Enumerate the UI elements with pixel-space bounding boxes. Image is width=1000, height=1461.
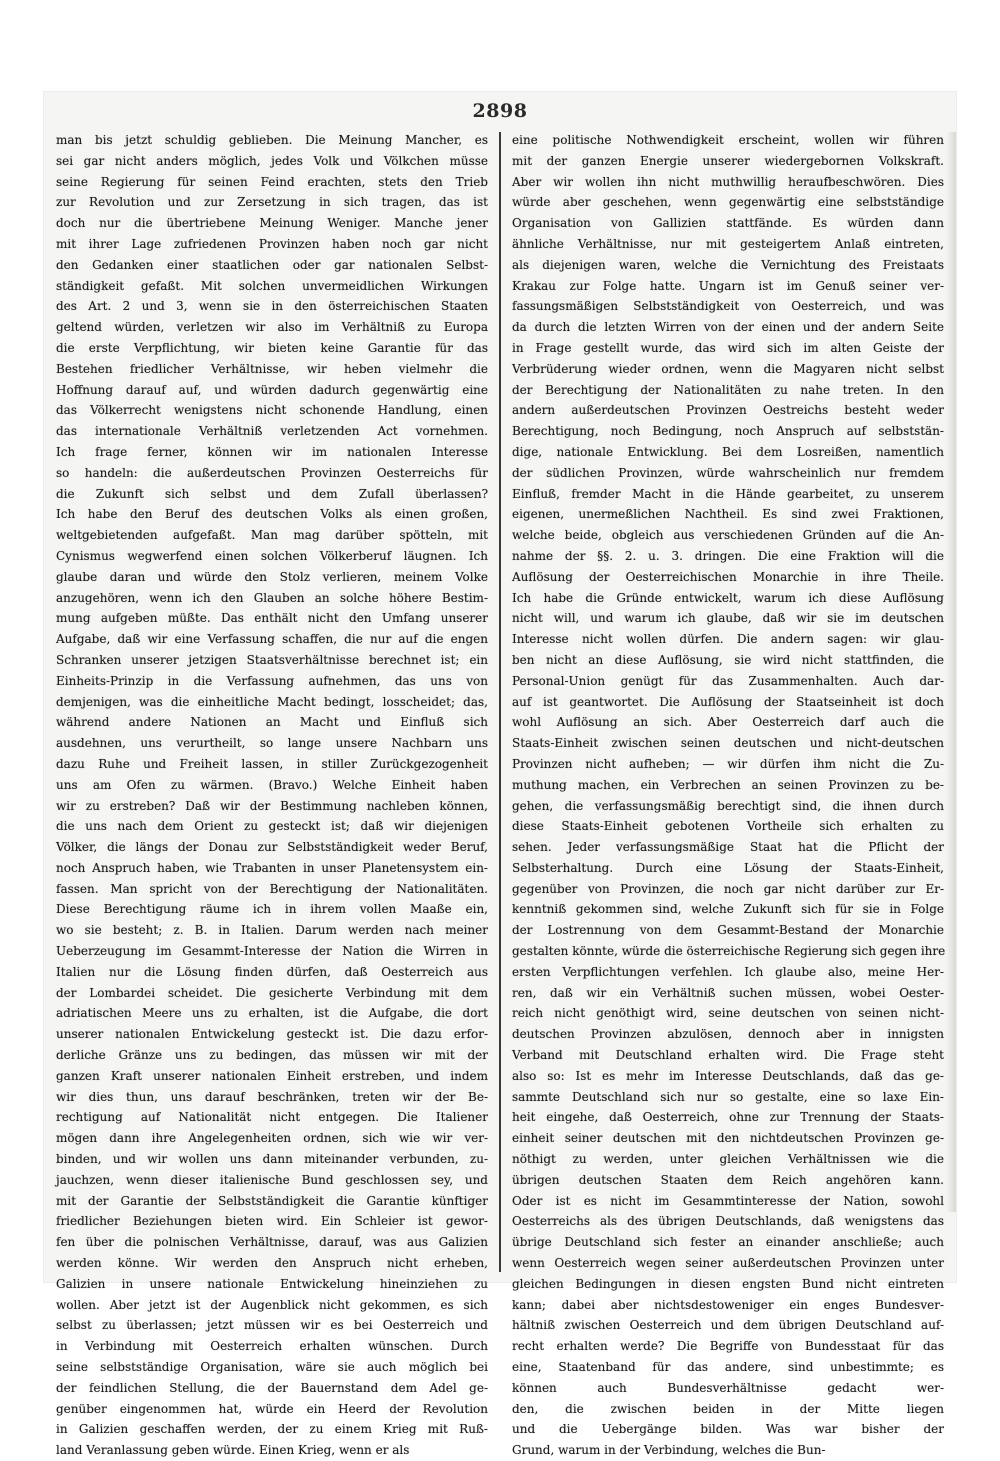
text-line: fassungsmäßigen Selbstständigkeit von Oesterreich, und was [512, 299, 944, 314]
text-line: mit der Garantie der Selbstständigkeit die Garantie künftiger [56, 1193, 488, 1208]
text-line: noch Anspruch haben, wie Trabanten in unser Planetensystem ein- [56, 860, 488, 875]
text-line: einheit seiner deutschen mit den nichtdeutschen Provinzen ge- [512, 1131, 944, 1146]
text-line: Auflösung der Oesterreichischen Monarchie in ihre Theile. [512, 569, 944, 584]
text-line: Einfluß, fremder Macht in die Hände gearbeitet, zu unserem [512, 486, 944, 501]
text-line: Einheits-Prinzip in die Verfassung aufnehmen, das uns von [56, 673, 488, 688]
text-line: Staats-Einheit zwischen seinen deutschen und nicht-deutschen [512, 736, 944, 751]
text-line: gegenüber von Provinzen, die noch gar nicht darüber zur Er- [512, 881, 944, 896]
text-line: Völker, die längs der Donau zur Selbstständigkeit weder Beruf, [56, 840, 488, 855]
text-line: Personal-Union genügt für das Zusammenhalten. Auch dar- [512, 673, 944, 688]
text-line: wir dies thun, uns darauf beschränken, treten wir der Be- [56, 1089, 488, 1104]
text-line: nicht will, und warum ich glaube, daß wir sie im deutschen [512, 611, 944, 626]
text-line: Organisation von Gallizien stattfände. Es würden dann [512, 216, 944, 231]
text-line: Selbsterhaltung. Durch eine Lösung der Staats-Einheit, [512, 860, 944, 875]
text-line: deutschen Provinzen abzulösen, dennoch aber in innigsten [512, 1027, 944, 1042]
text-line: ersten Verpflichtungen verfehlen. Ich glaube also, meine Her- [512, 964, 944, 979]
text-line: uns am Ofen zu wärmen. (Bravo.) Welche Einheit haben [56, 777, 488, 792]
text-line: Aber wir wollen ihn nicht muthwillig heraufbeschwören. Dies [512, 174, 944, 189]
text-line: das Völkerrecht wenigstens nicht schonende Handlung, einen [56, 403, 488, 418]
text-line: kann; dabei aber nichtsdestoweniger ein enges Bundesver- [512, 1297, 944, 1312]
text-line: den Gedanken einer staatlichen oder gar nationalen Selbst- [56, 257, 488, 272]
text-line: wohl Auflösung an sich. Aber Oesterreich darf auch die [512, 715, 944, 730]
text-line: jauchzen, wenn dieser italienische Bund geschlossen sey, und [56, 1172, 488, 1187]
text-line: glaube daran und würde den Stolz verlieren, meinem Volke [56, 569, 488, 584]
text-line: wo sie besteht; z. B. in Italien. Darum werden nach meiner [56, 923, 488, 938]
text-line: Provinzen nicht aufheben; — wir dürfen ihm nicht die Zu- [512, 756, 944, 771]
text-line: die erste Verpflichtung, wir bieten keine Garantie für das [56, 340, 488, 355]
text-line: Ueberzeugung im Gesammt-Interesse der Nation die Wirren in [56, 944, 488, 959]
text-line: ben nicht an diese Auflösung, sie wird nicht stattfinden, die [512, 652, 944, 667]
text-line: anzugehören, wenn ich den Glauben an solche höhere Bestim- [56, 590, 488, 605]
text-line: das internationale Verhältniß verletzenden Act vornehmen. [56, 424, 488, 439]
text-line: eigenen, unermeßlichen Nachtheil. Es sind zwei Fraktionen, [512, 507, 944, 522]
text-line: Bestehen friedlicher Verhältnisse, wir heben vielmehr die [56, 361, 488, 376]
text-line: der Lostrennung von dem Gesammt-Bestand der Monarchie [512, 923, 944, 938]
text-line: sammte Deutschland sich nur so gestalte, eine so laxe Ein- [512, 1089, 944, 1104]
text-line: fen über die polnischen Verhältnisse, darauf, was aus Galizien [56, 1235, 488, 1250]
text-line: genüber eingenommen hat, würde ein Heerd der Revolution [56, 1401, 488, 1416]
text-line: geltend würden, verletzen wir also im Verhältniß zu Europa [56, 320, 488, 335]
text-line: friedlicher Beziehungen bieten wird. Ein Schleier ist gewor- [56, 1214, 488, 1229]
text-line: ständigkeit gefaßt. Mit solchen unvermeidlichen Wirkungen [56, 278, 488, 293]
text-line: dazu Ruhe und Freiheit lassen, in stiller Zurückgezogenheit [56, 756, 488, 771]
text-line: heit eingehe, daß Oesterreich, ohne zur Trennung der Staats- [512, 1110, 944, 1125]
text-line: wollen. Aber jetzt ist der Augenblick nicht gekommen, es sich [56, 1297, 488, 1312]
text-line: auf ist geantwortet. Die Auflösung der Staatseinheit ist doch [512, 694, 944, 709]
text-line: doch nur die übertriebene Meinung Weniger. Manche jener [56, 216, 488, 231]
text-line: Ich habe den Beruf des deutschen Volks als einen großen, [56, 507, 488, 522]
text-line: man bis jetzt schuldig geblieben. Die Meinung Mancher, es [56, 133, 488, 147]
text-line: binden, und wir wollen uns dann miteinander verbunden, zu- [56, 1152, 488, 1167]
text-line: so handeln: die außerdeutschen Provinzen Oesterreichs für [56, 465, 488, 480]
text-line: Verbrüderung wieder ordnen, wenn die Magyaren nicht selbst [512, 361, 944, 376]
text-line: andern außerdeutschen Provinzen Oestreichs besteht weder [512, 403, 944, 418]
text-line: rechtigung auf Nationalität nicht entgegen. Die Italiener [56, 1110, 488, 1125]
text-line: als diejenigen waren, welche die Vernichtung des Freistaats [512, 257, 944, 272]
text-line: mit ihrer Lage zufriedenen Provinzen haben noch gar nicht [56, 236, 488, 251]
text-line: kenntniß gekommen sind, welche Zukunft sich für sie in Folge [512, 902, 944, 917]
text-line: und die Uebergänge bilden. Was war bisher der [512, 1422, 944, 1437]
text-line: übrigen deutschen Staaten dem Reich angehören kann. [512, 1172, 944, 1187]
text-line: Hoffnung darauf auf, und würden dadurch gegenwärtig eine [56, 382, 488, 397]
text-line: da durch die letzten Wirren von der einen und der andern Seite [512, 320, 944, 335]
text-line: Oder ist es nicht im Gesammtinteresse der Nation, sowohl [512, 1193, 944, 1208]
text-line: Verband mit Deutschland erhalten wird. Die Frage steht [512, 1048, 944, 1063]
text-line: fassen. Man spricht von der Berechtigung der Nationalitäten. [56, 881, 488, 896]
text-line: seine selbstständige Organisation, wäre sie auch möglich bei [56, 1360, 488, 1375]
text-line: nöthigt zu werden, unter gleichen Verhältnissen wie die [512, 1152, 944, 1167]
text-line: würde aber geschehen, wenn gegenwärtig eine selbstständige [512, 195, 944, 210]
text-line: ausdehnen, uns verurtheilt, so lange unsere Nachbarn uns [56, 736, 488, 751]
text-line: unserer nationalen Entwickelung gesteckt ist. Die dazu erfor- [56, 1027, 488, 1042]
text-line: in Galizien geschaffen werden, der zu einem Krieg mit Ruß- [56, 1422, 488, 1437]
text-line: ren, daß wir ein Verhältniß suchen müssen, wobei Oester- [512, 985, 944, 1000]
text-line: Berechtigung, noch Bedingung, noch Anspruch auf selbststän- [512, 424, 944, 439]
text-line: während andere Nationen an Macht und Einfluß sich [56, 715, 488, 730]
page-number: 2898 [472, 100, 528, 122]
text-line: adriatischen Meere uns zu erhalten, ist die Aufgabe, die dort [56, 1006, 488, 1021]
text-line: den, die zwischen beiden in der Mitte liegen [512, 1401, 944, 1416]
text-line: muthung machen, ein Verbrechen an seinen Provinzen zu be- [512, 777, 944, 792]
text-line: mit der ganzen Energie unserer wiedergebornen Volkskraft. [512, 153, 944, 168]
text-line: eine politische Nothwendigkeit erscheint, wollen wir führen [512, 133, 944, 147]
text-line: der südlichen Provinzen, würde wahrscheinlich nur fremdem [512, 465, 944, 480]
text-line: mögen dann ihre Angelegenheiten ordnen, sich wie wir ver- [56, 1131, 488, 1146]
text-line: übrige Deutschland sich fester an einander anschließe; auch [512, 1235, 944, 1250]
text-line: gleichen Bedingungen in diesen engsten Bund nicht eintreten [512, 1276, 944, 1291]
text-line: der Lombardei scheidet. Die gesicherte Verbindung mit dem [56, 985, 488, 1000]
text-line: Krakau zur Folge hatte. Ungarn ist im Genuß seiner ver- [512, 278, 944, 293]
left-column [56, 130, 488, 1458]
text-line: land Veranlassung geben würde. Einen Krieg, wenn er als [56, 1443, 410, 1458]
column-divider [499, 132, 501, 1272]
text-line: können auch Bundesverhältnisse gedacht wer- [512, 1380, 944, 1395]
text-line: reich nicht genöthigt wird, seine deutschen von seinen nicht- [512, 1006, 944, 1021]
text-line: die Zukunft sich selbst und dem Zufall überlassen? [56, 486, 488, 501]
text-line: wir zu erstreben? Daß wir der Bestimmung nachleben können, [56, 798, 488, 813]
text-line: Schranken unserer jetzigen Staatsverhältnisse berechnet ist; ein [56, 652, 488, 667]
text-line: ganzen Kraft unserer nationalen Einheit erstreben, und indem [56, 1068, 488, 1083]
text-line: demjenigen, was die einheitliche Macht bedingt, losscheidet; das, [56, 694, 488, 709]
text-line: mung aufgeben müßte. Das enthält nicht den Umfang unserer [56, 611, 488, 626]
text-line: Ich frage ferner, können wir im nationalen Interesse [56, 444, 488, 459]
text-line: selbst zu überlassen; jetzt müssen wir es bei Oesterreich und [56, 1318, 488, 1333]
text-columns [56, 130, 946, 1458]
newspaper-page [44, 92, 956, 1458]
text-line: Galizien in unsere nationale Entwickelung hineinziehen zu [56, 1276, 488, 1291]
text-line: Interesse nicht wollen dürfen. Die andern sagen: wir glau- [512, 632, 944, 647]
page-edge-shadow [946, 132, 956, 1212]
text-line: also so: Ist es mehr im Interesse Deutschlands, daß das ge- [512, 1068, 944, 1083]
text-line: sehen. Jeder verfassungsmäßige Staat hat die Pflicht der [512, 840, 944, 855]
text-line: wenn Oesterreich wegen seiner außerdeutschen Provinzen unter [512, 1256, 944, 1271]
text-line: der Berechtigung der Nationalitäten zu nahe treten. In den [512, 382, 944, 397]
text-line: eine, Staatenband für das andere, sind unbestimmte; es [512, 1360, 944, 1375]
text-line: des Art. 2 und 3, wenn sie in den österreichischen Staaten [56, 299, 488, 314]
text-line: zur Revolution und zur Zersetzung in sich tragen, das ist [56, 195, 488, 210]
text-line: die uns nach dem Orient zu gesteckt ist; daß wir diejenigen [56, 819, 488, 834]
text-line: weltgebietenden aufgefaßt. Man mag darüber spötteln, mit [56, 528, 488, 543]
text-line: Diese Berechtigung räume ich in ihrem vollen Maaße ein, [56, 902, 488, 917]
text-line: Italien nur die Lösung finden dürfen, daß Oesterreich aus [56, 964, 488, 979]
text-line: Oesterreichs als des übrigen Deutschlands, daß wenigstens das [512, 1214, 944, 1229]
text-line: Grund, warum in der Verbindung, welches die Bun- [512, 1443, 826, 1458]
text-line: dige, nationale Entwicklung. Bei dem Losreißen, namentlich [512, 444, 944, 459]
text-line: gehen, die verfassungsmäßig berechtigt sind, die ihnen durch [512, 798, 944, 813]
text-line: Cynismus wegwerfend einen solchen Völkerberuf läugnen. Ich [56, 548, 488, 563]
text-line: derliche Gränze uns zu bedingen, das müssen wir mit der [56, 1048, 488, 1063]
text-line: recht erhalten werde? Die Begriffe von Bundesstaat für das [512, 1339, 944, 1354]
text-line: werden könne. Wir werden den Anspruch nicht erheben, [56, 1256, 488, 1271]
text-line: Aufgabe, daß wir eine Verfassung schaffen, die nur auf die engen [56, 632, 488, 647]
text-line: in Frage gestellt wurde, das wird sich im alten Geiste der [512, 340, 944, 355]
text-line: welche beide, obgleich aus verschiedenen Gründen auf die An- [512, 528, 944, 543]
right-column [512, 130, 946, 1458]
text-line: der feindlichen Stellung, die der Bauernstand dem Adel ge- [56, 1380, 488, 1395]
text-line: ähnliche Verhältnisse, nur mit gesteigertem Anlaß eintreten, [512, 236, 944, 251]
text-line: hältniß zwischen Oesterreich und dem übrigen Deutschland auf- [512, 1318, 944, 1333]
text-line: nahme der §§. 2. u. 3. dringen. Die eine Fraktion will die [512, 548, 944, 563]
text-line: gestalten könnte, würde die österreichische Regierung sich gegen ihre [512, 944, 946, 959]
text-line: sei gar nicht anders möglich, jedes Volk und Völkchen müsse [56, 153, 488, 168]
text-line: in Verbindung mit Oesterreich erhalten wünschen. Durch [56, 1339, 488, 1354]
text-line: seine Regierung für seinen Feind erachten, stets den Trieb [56, 174, 488, 189]
text-line: Ich habe die Gründe entwickelt, warum ich diese Auflösung [512, 590, 944, 605]
text-line: diese Staats-Einheit gebotenen Vortheile sich erhalten zu [512, 819, 944, 834]
